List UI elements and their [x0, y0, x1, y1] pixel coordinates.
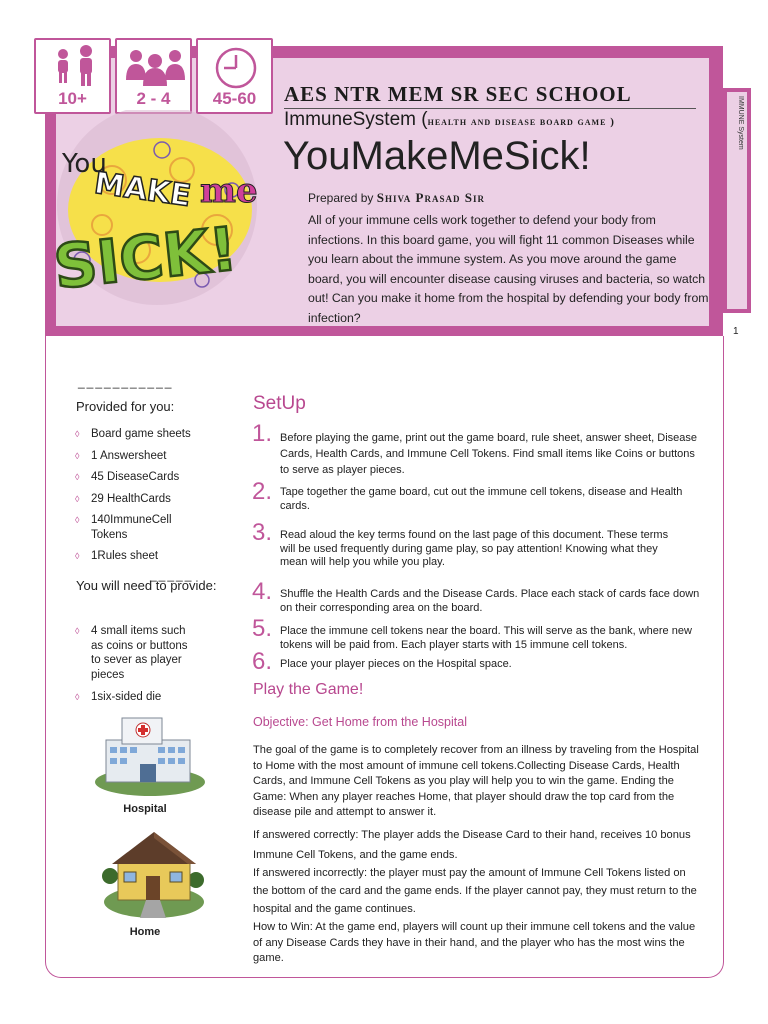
step-number: 3.: [252, 519, 273, 546]
need-heading: You will need to provide:: [76, 578, 217, 593]
home-caption: Home: [129, 926, 161, 938]
players-badge: [115, 38, 192, 114]
logo-word-you: You: [62, 149, 107, 179]
list-item: ◊ 45 DiseaseCards: [75, 471, 180, 483]
group-icon: [117, 44, 194, 90]
divider-dashes: ___________: [78, 375, 174, 389]
list-item: ◊ 1Rules sheet: [75, 550, 159, 562]
author-name: Shiva Prasad Sir: [376, 190, 485, 205]
age-badge: [34, 38, 111, 114]
step-number: 5.: [252, 615, 273, 642]
goal-paragraph: The goal of the game is to completely recover from an illness by traveling from the Hospital to Home with the most amount of immune cell tokens.Collecting Disease Cards, Health Cards, and Immune Cell Tokens as you play will help you to win the game. Ending the Game: When any player reaches Home, that player should draw the top card from the disease pile and attempt to answer it.: [253, 744, 699, 818]
step-text: Shuffle the Health Cards and the Disease Cards. Place each stack of cards face down on their corresponding area on the board.: [280, 588, 700, 614]
step-3: [252, 521, 702, 569]
home-illustration: [100, 828, 208, 920]
step-text: Read aloud the key terms found on the last page of this document. These terms will be used frequently during game play, so pay attention! Knowing what they mean will help you while you play.: [280, 529, 669, 568]
setup-heading: SetUp: [253, 393, 306, 414]
diamond-bullet-icon: ◊: [75, 626, 80, 636]
diamond-bullet-icon: ◊: [75, 450, 80, 461]
provided-heading: Provided for you:: [76, 399, 175, 414]
step-text: Place the immune cell tokens near the board. This will serve as the bank, where new tokens will be paid from. Each player starts with 15 immune cell tokens.: [280, 625, 692, 651]
clock-icon: [198, 44, 275, 90]
people-icon: [36, 44, 113, 90]
need-list: [75, 624, 200, 712]
logo-word-sick: SICK!: [50, 214, 241, 304]
list-item: ◊ Board game sheets: [75, 428, 191, 440]
diamond-bullet-icon: ◊: [75, 551, 80, 561]
subtitle: [284, 109, 615, 131]
diamond-bullet-icon: ◊: [75, 515, 80, 525]
objective-heading: Objective: Get Home from the Hospital: [253, 715, 467, 729]
correct-paragraph: If answered correctly: The player adds the Disease Card to their hand, receives 10 bonus Immune Cell Tokens, and the game ends.: [253, 829, 691, 861]
side-tab-label: IMMUNE System: [737, 96, 744, 150]
diamond-bullet-icon: ◊: [75, 493, 80, 504]
page-title: YouMakeMeSick!: [283, 134, 591, 178]
logo-word-me: me: [200, 171, 258, 211]
diamond-bullet-icon: ◊: [75, 429, 80, 439]
players-value: 2 - 4: [136, 89, 171, 108]
diamond-bullet-icon: ◊: [75, 692, 80, 702]
intro-paragraph: All of your immune cells work together to defend your body from infections. In this board game, you will fight 11 common Diseases while you learn about the immune system. As you move around the game board, you will encounter disease causing viruses and bacteria, so watch out! Can you make it home from the hospital by defending your body from infection?: [308, 213, 709, 325]
step-6: [252, 650, 702, 676]
divider-dashes-2: _____: [150, 568, 194, 582]
step-number: 4.: [252, 578, 273, 605]
win-paragraph: How to Win: At the game end, players will count up their immune cell tokens and the value of any Disease Cards they have in their hand, and the player who has the most wins the game.: [253, 921, 696, 964]
provided-list: [75, 427, 205, 571]
step-5: [252, 617, 702, 651]
prepared-label: Prepared by: [308, 191, 374, 205]
age-value: 10+: [58, 89, 87, 108]
list-item: ◊ 4 small items such as coins or buttons to sever as player pieces: [75, 625, 188, 681]
time-badge: [196, 38, 273, 114]
step-4: [252, 580, 702, 614]
incorrect-paragraph: If answered incorrectly: the player must pay the amount of Immune Cell Tokens listed on the bottom of the card and the game ends. If the player cannot pay, they must return to the hospital and the game continues.: [253, 867, 697, 915]
step-number: 2.: [252, 478, 273, 505]
school-name: AES NTR MEM SR SEC SCHOOL: [284, 82, 632, 106]
logo-word-make: MAKE: [92, 165, 193, 215]
hospital-illustration: [92, 712, 210, 798]
step-number: 6.: [252, 648, 273, 675]
list-item: ◊ 1six-sided die: [75, 691, 162, 703]
hospital-caption: Hospital: [123, 803, 167, 815]
play-heading: Play the Game!: [253, 681, 364, 698]
step-text: Before playing the game, print out the game board, rule sheet, answer sheet, Disease Cards, Health Cards, and Immune Cell Tokens. Find small items like Coins or buttons to serve as player pieces.: [280, 432, 698, 476]
list-item: ◊ 1 Answersheet: [75, 449, 167, 462]
step-1: [252, 422, 702, 474]
prepared-by: [308, 190, 485, 206]
diamond-bullet-icon: ◊: [75, 472, 80, 482]
step-text: Place your player pieces on the Hospital space.: [280, 658, 512, 670]
subtitle-small: health and disease board game ): [427, 116, 615, 128]
subtitle-main: ImmuneSystem (: [284, 109, 428, 130]
list-item: ◊ 29 HealthCards: [75, 492, 171, 505]
time-value: 45-60: [212, 89, 257, 108]
step-2: [252, 480, 702, 514]
you-make-me-sick-logo: [42, 110, 272, 310]
list-item: ◊ 140ImmuneCell Tokens: [75, 514, 172, 541]
step-number: 1.: [252, 420, 273, 447]
page-number: 1: [733, 326, 739, 337]
step-text: Tape together the game board, cut out the immune cell tokens, disease and Health cards.: [280, 486, 683, 512]
